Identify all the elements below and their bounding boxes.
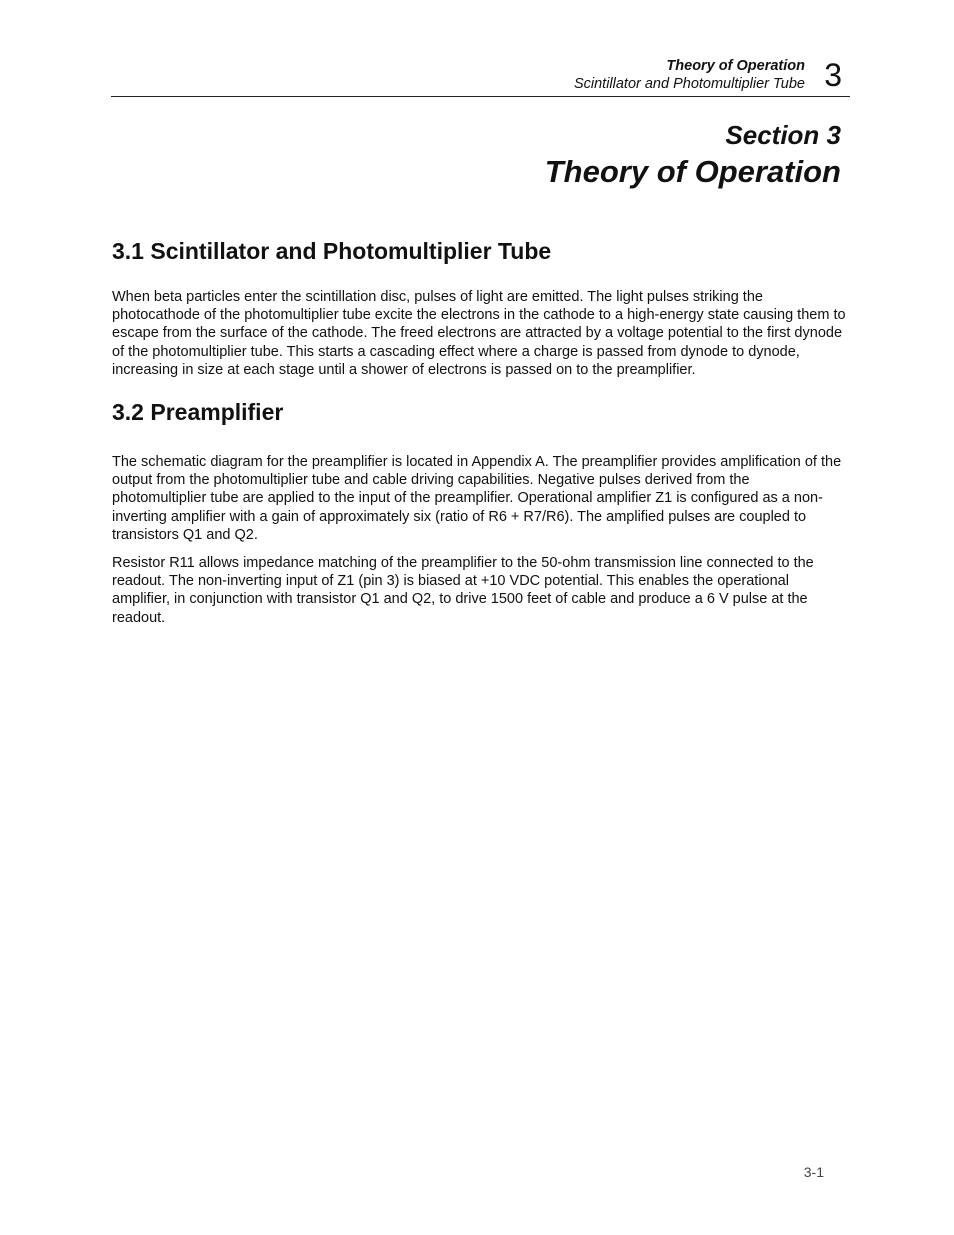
section-title: Theory of Operation: [544, 154, 841, 189]
page-number: 3-1: [803, 1164, 824, 1180]
chapter-number: 3: [824, 57, 842, 93]
paragraph-preamplifier-impedance: Resistor R11 allows impedance matching of the preamplifier to the 50-ohm transmission line connected to the readout. The non-inverting input of Z1 (pin 3) is biased at +10 VDC potential. This enables the operational amplifier, in conjunction with transistor Q1 and Q2, to drive 1500 feet of cable and produce a 6 V pulse at the readout.: [112, 555, 814, 626]
paragraph-preamplifier-overview: The schematic diagram for the preamplifier is located in Appendix A. The preamplifier provides amplification of the output from the photomultiplier tube and cable driving capabilities. Negative pulses derived from the photomultiplier tube are applied to the input of the preamplifier. Operational amplifier Z1 is configured as a non-inverting amplifier with a gain of approximately six (ratio of R6 + R7/R6). The amplified pulses are coupled to transistors Q1 and Q2.: [112, 454, 842, 543]
paragraph-scintillator: When beta particles enter the scintillation disc, pulses of light are emitted. The light pulses striking the photocathode of the photomultiplier tube excite the electrons in the cathode to a high-energy state causing them to escape from the surface of the cathode. The freed electrons are attracted by a voltage potential to the first dynode of the photomultiplier tube. This starts a cascading effect where a charge is passed from dynode to dynode, increasing in size at each stage until a shower of electrons is passed on to the preamplifier.: [112, 289, 846, 378]
subsection-heading-scintillator: 3.1 Scintillator and Photomultiplier Tube: [112, 238, 552, 264]
subsection-heading-preamplifier: 3.2 Preamplifier: [112, 399, 284, 426]
section-heading: [545, 118, 841, 192]
running-header: [111, 56, 850, 97]
section-label: Section 3: [725, 120, 841, 150]
header-subtitle: Scintillator and Photomultiplier Tube: [573, 76, 805, 92]
document-body: [112, 234, 847, 627]
header-title: Theory of Operation: [666, 58, 805, 74]
running-header-text: [574, 57, 805, 93]
